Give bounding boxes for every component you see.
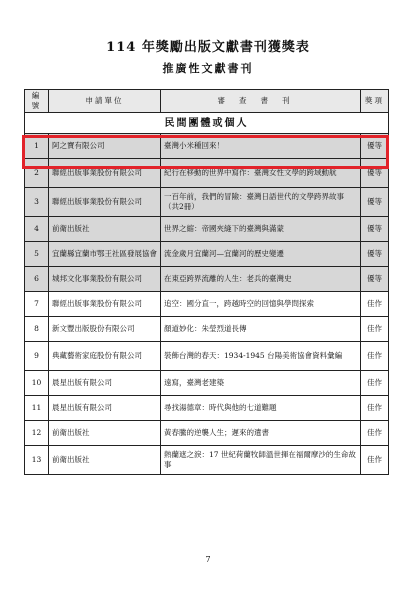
cell-award: 優等 xyxy=(361,134,389,159)
cell-num: 3 xyxy=(25,188,49,217)
document-title: 114 年獎勵出版文獻書刊獲獎表 xyxy=(106,40,310,55)
table-row xyxy=(25,342,389,371)
cell-applicant: 聯經出版事業股份有限公司 xyxy=(49,159,161,188)
table-row xyxy=(25,292,389,317)
cell-award: 佳作 xyxy=(361,371,389,396)
cell-num: 12 xyxy=(25,421,49,446)
header-num: 編號 xyxy=(25,90,49,113)
cell-num: 13 xyxy=(25,446,49,475)
cell-award: 優等 xyxy=(361,188,389,217)
cell-num: 6 xyxy=(25,267,49,292)
cell-num: 9 xyxy=(25,342,49,371)
header-review: 審查書刊 xyxy=(161,90,361,113)
cell-applicant: 城邦文化事業股份有限公司 xyxy=(49,267,161,292)
cell-award: 優等 xyxy=(361,267,389,292)
cell-applicant: 阿之寶有限公司 xyxy=(49,134,161,159)
cell-title: 臺灣小米種回來！ xyxy=(161,134,361,159)
page-number: 7 xyxy=(205,555,211,564)
header-applicant: 申請單位 xyxy=(49,90,161,113)
table-row xyxy=(25,317,389,342)
cell-title: 尋找湯德章：時代與他的七道難題 xyxy=(161,396,361,421)
cell-num: 4 xyxy=(25,217,49,242)
cell-applicant: 聯經出版事業股份有限公司 xyxy=(49,188,161,217)
cell-award: 佳作 xyxy=(361,446,389,475)
table-row xyxy=(25,242,389,267)
table-row xyxy=(25,446,389,475)
cell-title: 裝飾台灣的春天：1934-1945 台陽美術協會資料彙編 xyxy=(161,342,361,371)
cell-num: 7 xyxy=(25,292,49,317)
cell-applicant: 典藏藝術家庭股份有限公司 xyxy=(49,342,161,371)
table-row xyxy=(25,159,389,188)
cell-applicant: 前衛出版社 xyxy=(49,446,161,475)
table-header-row xyxy=(25,90,389,113)
cell-title: 世界之縮：帝國夾縫下的臺灣與滿蒙 xyxy=(161,217,361,242)
cell-applicant: 前衛出版社 xyxy=(49,217,161,242)
table-row xyxy=(25,188,389,217)
cell-applicant: 前衛出版社 xyxy=(49,421,161,446)
cell-title: 紀行在移動的世界中寫作：臺灣女性文學的跨域動航 xyxy=(161,159,361,188)
cell-applicant: 聯經出版事業股份有限公司 xyxy=(49,292,161,317)
cell-award: 佳作 xyxy=(361,317,389,342)
header-award: 獎項 xyxy=(361,90,389,113)
section-row xyxy=(25,113,389,134)
cell-applicant: 晨星出版有限公司 xyxy=(49,371,161,396)
cell-title: 追空：國分直一，跨越時空的回憶與學問探索 xyxy=(161,292,361,317)
section-label: 民間團體或個人 xyxy=(25,113,389,134)
table-row xyxy=(25,396,389,421)
document-subtitle: 推廣性文獻書刊 xyxy=(162,62,254,75)
cell-title: 遠寫，臺灣老建築 xyxy=(161,371,361,396)
cell-title: 流金歲月宜蘭河—宜蘭河的歷史變遷 xyxy=(161,242,361,267)
cell-num: 11 xyxy=(25,396,49,421)
table-row xyxy=(25,267,389,292)
cell-award: 佳作 xyxy=(361,396,389,421)
cell-award: 佳作 xyxy=(361,342,389,371)
cell-award: 優等 xyxy=(361,159,389,188)
table-body xyxy=(25,113,389,475)
awards-table xyxy=(24,89,389,475)
cell-award: 優等 xyxy=(361,242,389,267)
cell-award: 佳作 xyxy=(361,292,389,317)
cell-num: 1 xyxy=(25,134,49,159)
table-row xyxy=(25,421,389,446)
table-row xyxy=(25,217,389,242)
cell-title: 一百年前，我們的冒險：臺灣日語世代的文學跨界故事（共2冊） xyxy=(161,188,361,217)
cell-award: 佳作 xyxy=(361,421,389,446)
cell-applicant: 宜蘭縣宜蘭市鄂王社區發展協會 xyxy=(49,242,161,267)
cell-num: 10 xyxy=(25,371,49,396)
cell-num: 8 xyxy=(25,317,49,342)
cell-award: 優等 xyxy=(361,217,389,242)
table-row xyxy=(25,134,389,159)
cell-title: 黃春騰的逆襲人生；遲來的遺書 xyxy=(161,421,361,446)
cell-applicant: 晨星出版有限公司 xyxy=(49,396,161,421)
cell-title: 在東亞跨界流離的人生：老兵的臺灣史 xyxy=(161,267,361,292)
cell-num: 5 xyxy=(25,242,49,267)
table-row xyxy=(25,371,389,396)
cell-title: 顏道妙化：朱瑩烈道長傳 xyxy=(161,317,361,342)
cell-applicant: 新文豐出版股份有限公司 xyxy=(49,317,161,342)
cell-num: 2 xyxy=(25,159,49,188)
cell-title: 熱蘭遮之淚：17 世紀荷蘭牧師溫世揮在福爾摩沙的生命故事 xyxy=(161,446,361,475)
